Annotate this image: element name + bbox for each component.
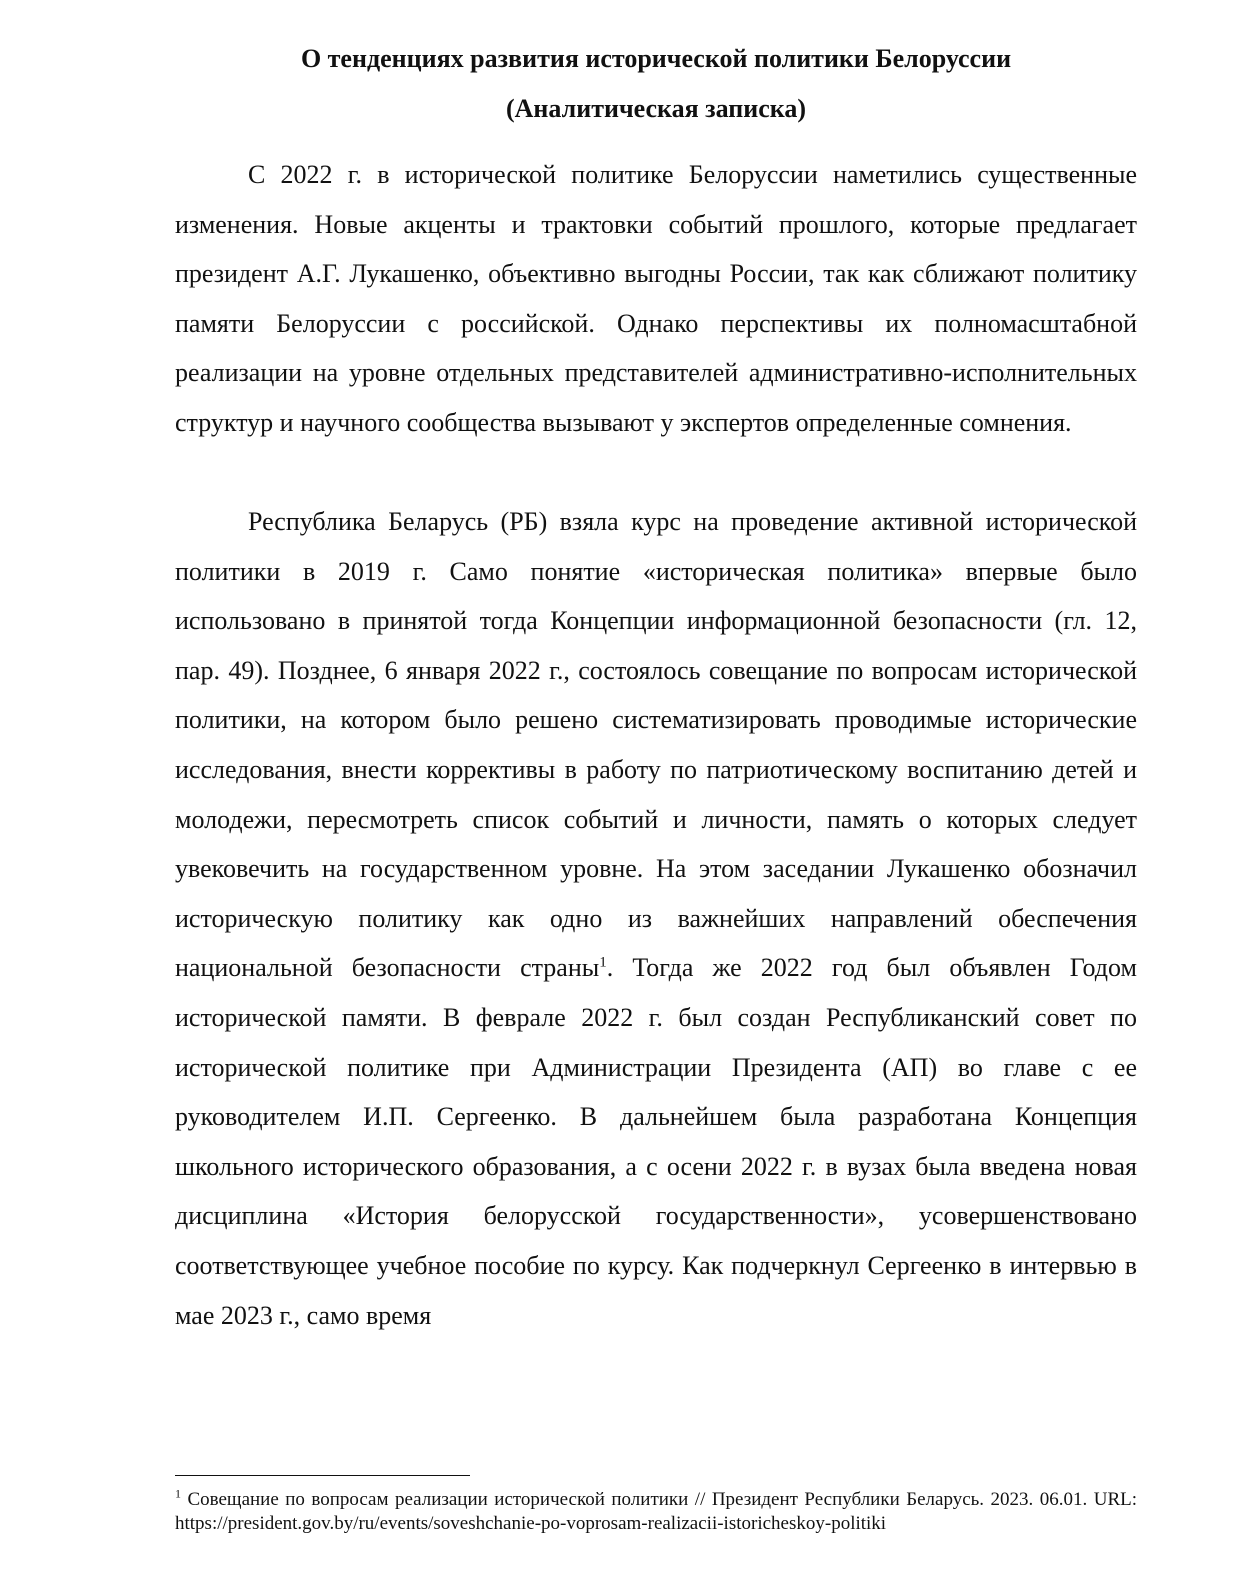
paragraph-2 [175, 497, 1137, 1340]
document-title: О тенденциях развития исторической политики Белоруссии [300, 44, 1012, 73]
paragraph-2-text-after-ref: . Тогда же 2022 год был объявлен Годом исторической памяти. В феврале 2022 г. был создан Республиканский совет по исторической политике при Администрации Президента (АП) во главе с ее руководителем И.П. Сергеенко. В дальнейшем была разработана Концепция школьного исторического образования, а с осени 2022 г. в вузах была введена новая дисциплина «История белорусской государственности», усовершенствовано соответствующее учебное пособие по курсу. Как подчеркнул Сергеенко в интервью в мае 2023 г., само время [175, 953, 1137, 1330]
footnote-text: Совещание по вопросам реализации исторической политики // Президент Республики Беларусь. 2023. 06.01. URL: https://president.gov.by/ru/events/soveshchanie-po-voprosam-realizacii-istoricheskoy-politiki [175, 1489, 1137, 1534]
footnote-separator [175, 1475, 470, 1476]
paragraph-2-text-before-ref: Республика Беларусь (РБ) взяла курс на проведение активной исторической политики в 2019 г. Само понятие «историческая политика» впервые было использовано в принятой тогда Концепции информационной безопасности (гл. 12, пар. 49). Позднее, 6 января 2022 г., состоялось совещание по вопросам исторической политики, на котором было решено систематизировать проводимые исторические исследования, внести коррективы в работу по патриотическому воспитанию детей и молодежи, пересмотреть список событий и личности, память о которых следует увековечить на государственном уровне. На этом заседании Лукашенко обозначил историческую политику как одно из важнейших направлений обеспечения национальной безопасности страны [175, 507, 1137, 983]
footnote-number: 1 [175, 1486, 181, 1501]
footnote-reference[interactable]: 1 [599, 954, 607, 971]
footnote [175, 1488, 1137, 1536]
paragraph-1: С 2022 г. в исторической политике Белоруссии наметились существенные изменения. Новые акценты и трактовки событий прошлого, которые предлагает президент А.Г. Лукашенко, объективно выгодны России, так как сближают политику памяти Белоруссии с российской. Однако перспективы их полномасштабной реализации на уровне отдельных представителей административно-исполнительных структур и научного сообщества вызывают у экспертов определенные сомнения. [175, 160, 1137, 437]
document-subtitle: (Аналитическая записка) [505, 94, 807, 123]
